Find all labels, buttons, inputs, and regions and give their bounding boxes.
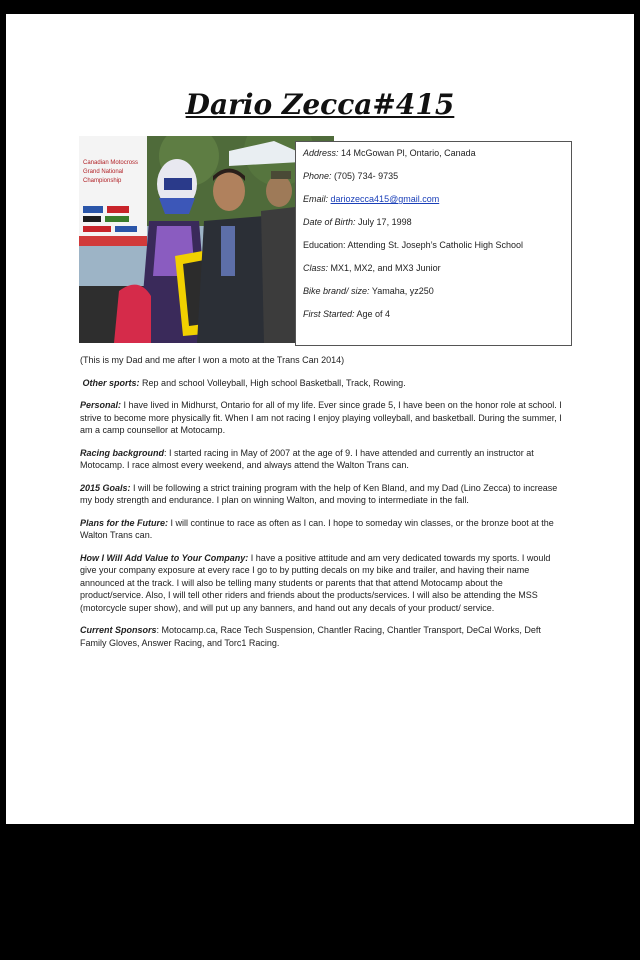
email-row	[303, 192, 564, 215]
email-link[interactable]: dariozecca415@gmail.com	[330, 194, 440, 204]
class-row	[303, 261, 564, 284]
bike-value: Yamaha, yz250	[371, 286, 434, 296]
sponsors-paragraph	[80, 624, 564, 649]
document-page	[6, 14, 634, 824]
other-sports-paragraph	[80, 377, 564, 390]
goals-text: I will be following a strict training program with the help of Ken Bland, and my Dad (Lino Zecca) to increase my body strength and endurance. I plan on winning Walton, and moving to intermediate in the fall.	[80, 482, 558, 505]
bike-label: Bike brand/ size:	[303, 286, 370, 296]
personal-label: Personal:	[80, 400, 122, 410]
racing-paragraph	[80, 447, 564, 472]
class-value: MX1, MX2, and MX3 Junior	[330, 263, 441, 273]
plans-label: Plans for the Future:	[80, 517, 169, 528]
racing-text: : I started racing in May of 2007 at the age of 9. I have attended and currently an instructor at Motocamp. I race almost every weekend, and always attend the Walton Trans can.	[80, 447, 534, 470]
phone-row	[303, 169, 564, 192]
address-value: 14 McGowan Pl, Ontario, Canada	[341, 148, 476, 158]
plans-text: I will continue to race as often as I can. I hope to someday win classes, or the bronze boot at the Walton Trans can.	[80, 517, 554, 540]
banner-line-2: Grand National	[83, 169, 124, 175]
dob-value: July 17, 1998	[358, 217, 412, 227]
address-label: Address:	[303, 148, 339, 158]
sponsors-text: : Motocamp.ca, Race Tech Suspension, Chantler Racing, Chantler Transport, DeCal Works, Deft Family Gloves, Answer Racing, and Torc1 Racing.	[80, 625, 541, 648]
goals-paragraph	[80, 482, 564, 507]
other-sports-label: Other sports:	[82, 377, 140, 388]
education-row	[303, 238, 564, 261]
profile-body	[80, 354, 564, 659]
dob-label: Date of Birth:	[303, 217, 356, 227]
started-value: Age of 4	[356, 309, 391, 319]
class-label: Class:	[303, 263, 329, 273]
racing-label: Racing background	[80, 447, 165, 458]
contact-info-box	[295, 141, 572, 346]
banner-line-3: Championship	[83, 178, 122, 184]
page-title: Dario Zecca#415	[185, 88, 455, 121]
phone-label: Phone:	[303, 171, 332, 181]
value-text: I have a positive attitude and am very dedicated towards my sports. I would give your company exposure at every race I go to by putting decals on my bike and trailer, and having their name announced at the track. I will also be telling many students or parents that that attend Motocamp about the product/service. Also, I will tell other riders and friends about the products/services. I will also be attending the MSS (motorcycle super show), and will put up any banners, and hand out any decals of your product/ service.	[80, 552, 551, 613]
sponsors-label: Current Sponsors	[80, 625, 157, 635]
value-label: How I Will Add Value to Your Company:	[80, 552, 249, 563]
address-row	[303, 146, 564, 169]
email-label: Email:	[303, 194, 329, 204]
other-sports-text: Rep and school Volleyball, High school Basketball, Track, Rowing.	[142, 377, 406, 388]
phone-value: (705) 734- 9735	[334, 171, 399, 181]
banner-line-1: Canadian Motocross	[83, 160, 139, 166]
plans-paragraph	[80, 517, 564, 542]
started-label: First Started:	[303, 309, 355, 319]
bike-row	[303, 284, 564, 307]
value-paragraph	[80, 552, 564, 615]
started-row	[303, 307, 564, 330]
education-text: Education: Attending St. Joseph’s Catholic High School	[303, 240, 523, 250]
personal-text: I have lived in Midhurst, Ontario for all of my life. Ever since grade 5, I have been on the honor role at school. I strive to become more physically fit. When I am not racing I enjoy playing volleyball, and basketball. During the summer, I am a camp counsellor at Motocamp.	[80, 400, 562, 435]
dob-row	[303, 215, 564, 238]
personal-paragraph	[80, 399, 564, 437]
photo-caption: (This is my Dad and me after I won a moto at the Trans Can 2014)	[80, 355, 345, 365]
goals-label: 2015 Goals:	[80, 482, 131, 493]
